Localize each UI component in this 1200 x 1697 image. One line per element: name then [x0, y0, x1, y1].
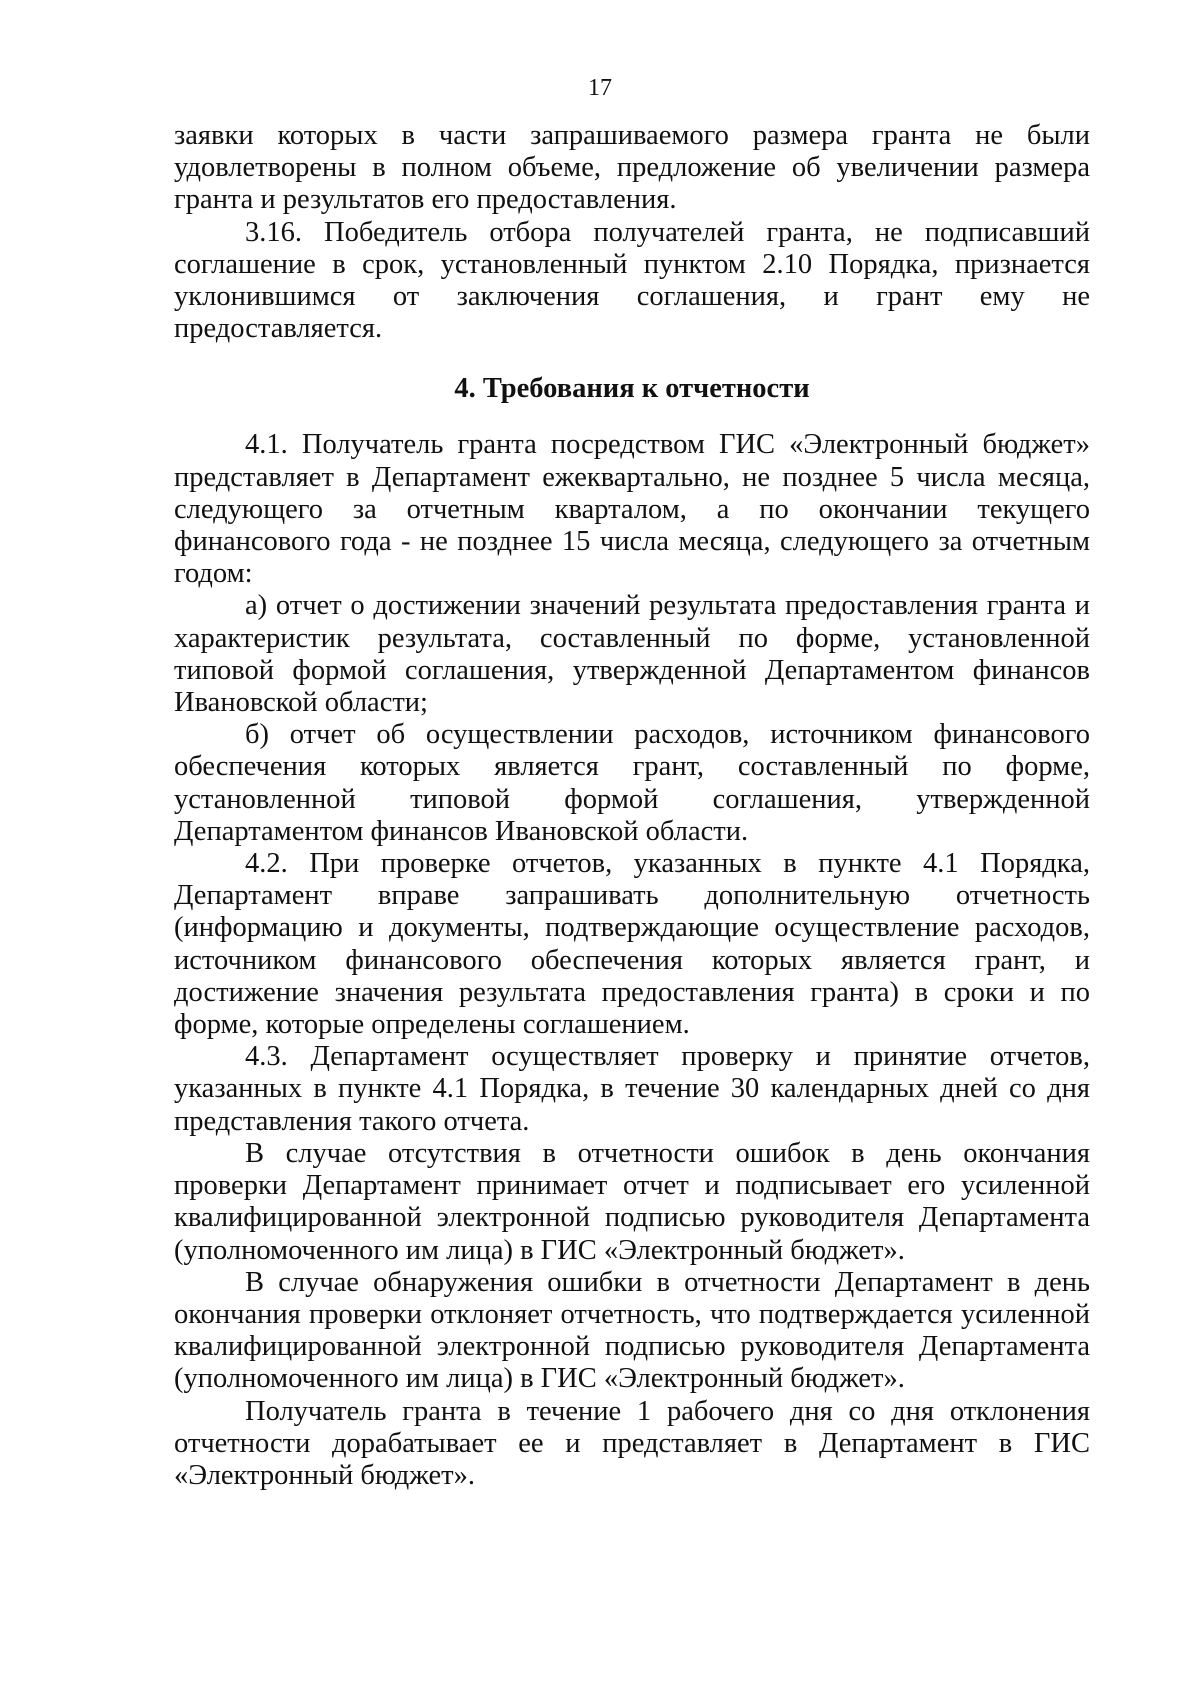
paragraph-4-3: 4.3. Департамент осуществляет проверку и принятие отчетов, указанных в пункте 4.1 Порядка, в течение 30 календарных дней со дня представления такого отчета. [174, 1041, 1090, 1137]
paragraph-no-errors: В случае отсутствия в отчетности ошибок в день окончания проверки Департамент принимает отчет и подписывает его усиленной квалифицированной электронной подписью руководителя Департамента (уполномоченного им лица) в ГИС «Электронный бюджет». [174, 1137, 1090, 1266]
paragraph-4-2: 4.2. При проверке отчетов, указанных в пункте 4.1 Порядка, Департамент вправе запрашивать дополнительную отчетность (информацию и документы, подтверждающие осуществление расходов, источником финансового обеспечения которых является грант, и достижение значения результата предоставления гранта) в сроки и по форме, которые определены соглашением. [174, 848, 1090, 1041]
paragraph-3-16: 3.16. Победитель отбора получателей гранта, не подписавший соглашение в срок, установленный пунктом 2.10 Порядка, признается уклонившимся от заключения соглашения, и грант ему не предоставляется. [174, 216, 1090, 345]
document-body [174, 120, 1090, 1492]
paragraph-4-1-a: а) отчет о достижении значений результата предоставления гранта и характеристик результата, составленный по форме, установленной типовой формой соглашения, утвержденной Департаментом финансов Ивановской области; [174, 590, 1090, 719]
paragraph-errors-found: В случае обнаружения ошибки в отчетности Департамент в день окончания проверки отклоняет отчетность, что подтверждается усиленной квалифицированной электронной подписью руководителя Департамента (уполномоченного им лица) в ГИС «Электронный бюджет». [174, 1266, 1090, 1395]
paragraph-rework: Получатель гранта в течение 1 рабочего дня со дня отклонения отчетности дорабатывает ее и представляет в Департамент в ГИС «Электронный бюджет». [174, 1395, 1090, 1491]
page-number: 17 [588, 75, 612, 101]
paragraph-4-1: 4.1. Получатель гранта посредством ГИС «Электронный бюджет» представляет в Департамент ежеквартально, не позднее 5 числа месяца, следующего за отчетным кварталом, а по окончании текущего финансового года - не позднее 15 числа месяца, следующего за отчетным годом: [174, 429, 1090, 590]
paragraph-continuation: заявки которых в части запрашиваемого размера гранта не были удовлетворены в полном объеме, предложение об увеличении размера гранта и результатов его предоставления. [174, 120, 1090, 216]
paragraph-4-1-b: б) отчет об осуществлении расходов, источником финансового обеспечения которых является грант, составленный по форме, установленной типовой формой соглашения, утвержденной Департаментом финансов Ивановской области. [174, 719, 1090, 847]
section-heading: 4. Требования к отчетности [454, 373, 810, 405]
